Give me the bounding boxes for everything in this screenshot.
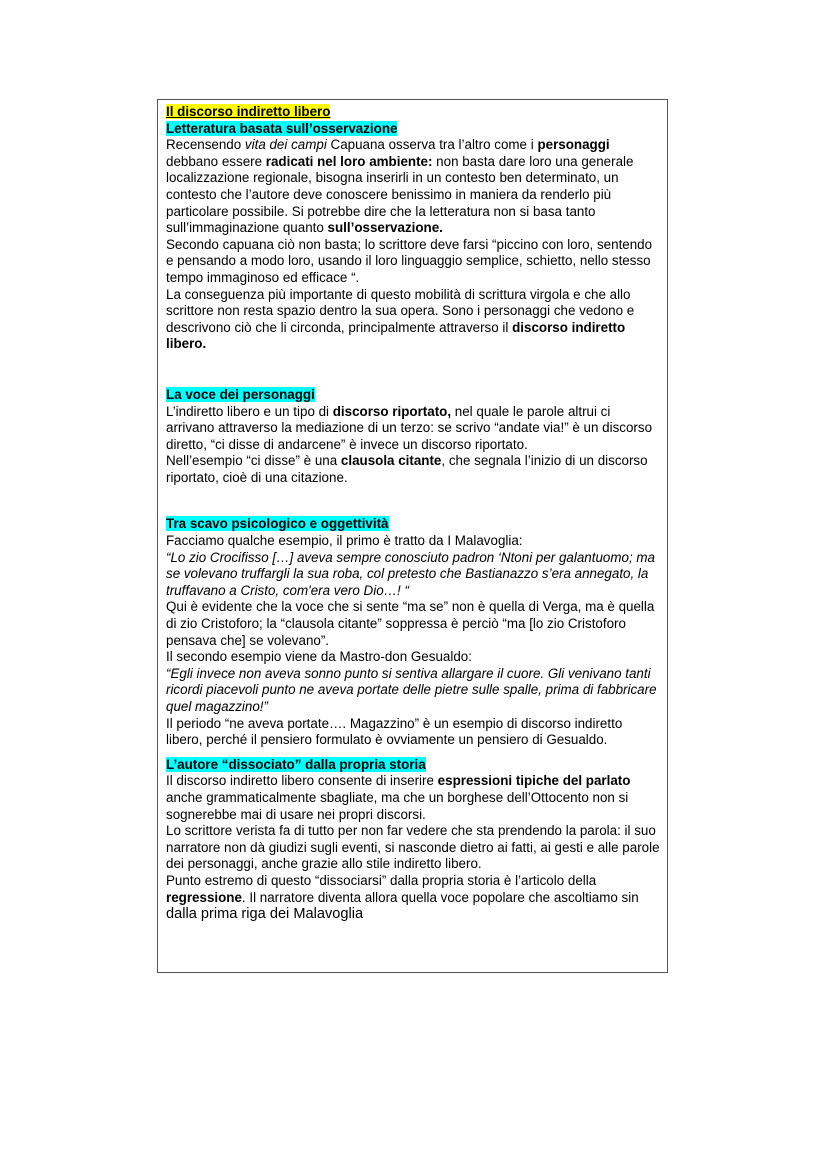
text-run: dalla prima riga dei Malavoglia <box>166 906 364 923</box>
spacer <box>166 749 661 757</box>
bold-text: radicati nel loro ambiente: <box>265 153 433 169</box>
bold-text: regressione <box>166 889 242 905</box>
section-heading: Tra scavo psicologico e oggettività <box>166 516 389 532</box>
text-run: nel quale le parole altrui ci arrivano attraverso la mediazione di un terzo: se scrivo “andate via!” è un discorso diretto, “ci disse di andarcene” è invece un discorso riportato. <box>166 403 653 452</box>
text-run: L’indiretto libero e un tipo di <box>166 403 333 419</box>
section-4-paragraph-1 <box>166 773 661 823</box>
section-3-quote-2 <box>166 666 661 716</box>
section-1-paragraph-3 <box>166 287 661 353</box>
section-heading: Letteratura basata sull’osservazione <box>166 120 398 136</box>
bold-text: sull’osservazione. <box>327 220 443 236</box>
text-run: debbano essere <box>166 153 266 169</box>
section-3-paragraph-4: Il periodo “ne aveva portate…. Magazzino” è un esempio di discorso indiretto libero, perché il pensiero formulato è ovviamente un pensiero di Gesualdo. <box>166 715 623 748</box>
document-title-line <box>166 104 661 121</box>
italic-quote: “Lo zio Crocifisso […] aveva sempre conosciuto padron ‘Ntoni per galantuomo; ma se volevano truffargli la sua roba, col pretesto che Bastianazzo s’era annegato, la truffavano a Cristo, com'era vero Dio…! “ <box>166 549 655 598</box>
spacer <box>166 486 661 516</box>
section-4-heading-line <box>166 757 661 774</box>
section-1-paragraph-2: Secondo capuana ciò non basta; lo scrittore deve farsi “piccino con loro, sentendo e pensando a modo loro, usando il loro linguaggio semplice, schietto, nello stesso tempo immaginoso ed efficace “. <box>166 236 653 285</box>
bold-text: clausola citante <box>340 453 442 469</box>
text-run: . Il narratore diventa allora quella voce popolare che ascoltiamo sin <box>241 889 639 905</box>
section-heading: L’autore “dissociato” dalla propria storia <box>166 756 426 772</box>
section-3-quote-1 <box>166 550 661 600</box>
bold-text: personaggi <box>537 137 610 153</box>
section-2-heading-line <box>166 387 661 404</box>
section-1-paragraph-1 <box>166 137 661 237</box>
section-2-paragraph-2 <box>166 453 661 486</box>
section-1-heading-line <box>166 121 661 138</box>
section-3-paragraph-1: Facciamo qualche esempio, il primo è tratto da I Malavoglia: <box>166 533 523 549</box>
italic-text: vita dei campi <box>244 137 327 153</box>
text-run: Nell’esempio “ci disse” è una <box>166 453 341 469</box>
bold-text: discorso riportato, <box>332 403 452 419</box>
section-heading: La voce dei personaggi <box>166 386 315 402</box>
bold-text: discorso indiretto libero. <box>166 319 626 352</box>
document-content <box>166 104 661 923</box>
text-run: , che segnala l’inizio di un discorso riportato, cioè di una citazione. <box>166 453 648 485</box>
section-3-paragraph-2: Qui è evidente che la voce che si sente “ma se” non è quella di Verga, ma è quella di zio Cristoforo; la “clausola citante” soppressa è perciò “ma [lo zio Cristoforo pensava che] se volevano”. <box>166 599 655 648</box>
text-run: La conseguenza più importante di questo mobilità di scrittura virgola e che allo scrittore non resta spazio dentro la sua opera. Sono i personaggi che vedono e descrivono ciò che li circonda, principalmente attraverso il <box>166 286 635 335</box>
section-2-paragraph-1 <box>166 404 661 454</box>
text-run: Capuana osserva tra l’altro come i <box>326 137 538 153</box>
spacer <box>166 353 661 387</box>
text-run: non basta dare loro una generale localizzazione regionale, bisogna inserirli in un contesto ben determinato, un contesto che l’autore deve conoscere benissimo in maniera da renderlo più particolare possibile. Si potrebbe dire che la letteratura non si basa tanto sull’immaginazione quanto <box>166 153 634 236</box>
section-3-heading-line <box>166 516 661 533</box>
section-4-paragraph-3 <box>166 873 661 923</box>
document-title: Il discorso indiretto libero <box>166 104 331 119</box>
italic-quote: “Egli invece non aveva sonno punto si sentiva allargare il cuore. Gli venivano tanti ricordi piacevoli punto ne aveva portate delle pietre sulle spalle, prima di fabbricare quel magazzino!” <box>166 665 657 714</box>
text-run: anche grammaticalmente sbagliate, ma che un borghese dell’Ottocento non si sognerebbe mai di usare nei propri discorsi. <box>166 789 629 822</box>
section-3-paragraph-3: Il secondo esempio viene da Mastro-don Gesualdo: <box>166 649 472 665</box>
text-run: Punto estremo di questo “dissociarsi” dalla propria storia è l’articolo della <box>166 872 597 888</box>
bold-text: espressioni tipiche del parlato <box>437 773 631 789</box>
section-4-paragraph-2: Lo scrittore verista fa di tutto per non far vedere che sta prendendo la parola: il suo narratore non dà giudizi sugli eventi, si nasconde dietro ai fatti, ai gesti e alle parole dei personaggi, anche grazie allo stile indiretto libero. <box>166 823 660 872</box>
text-run: Il discorso indiretto libero consente di inserire <box>166 773 438 789</box>
text-run: Recensendo <box>166 137 245 153</box>
